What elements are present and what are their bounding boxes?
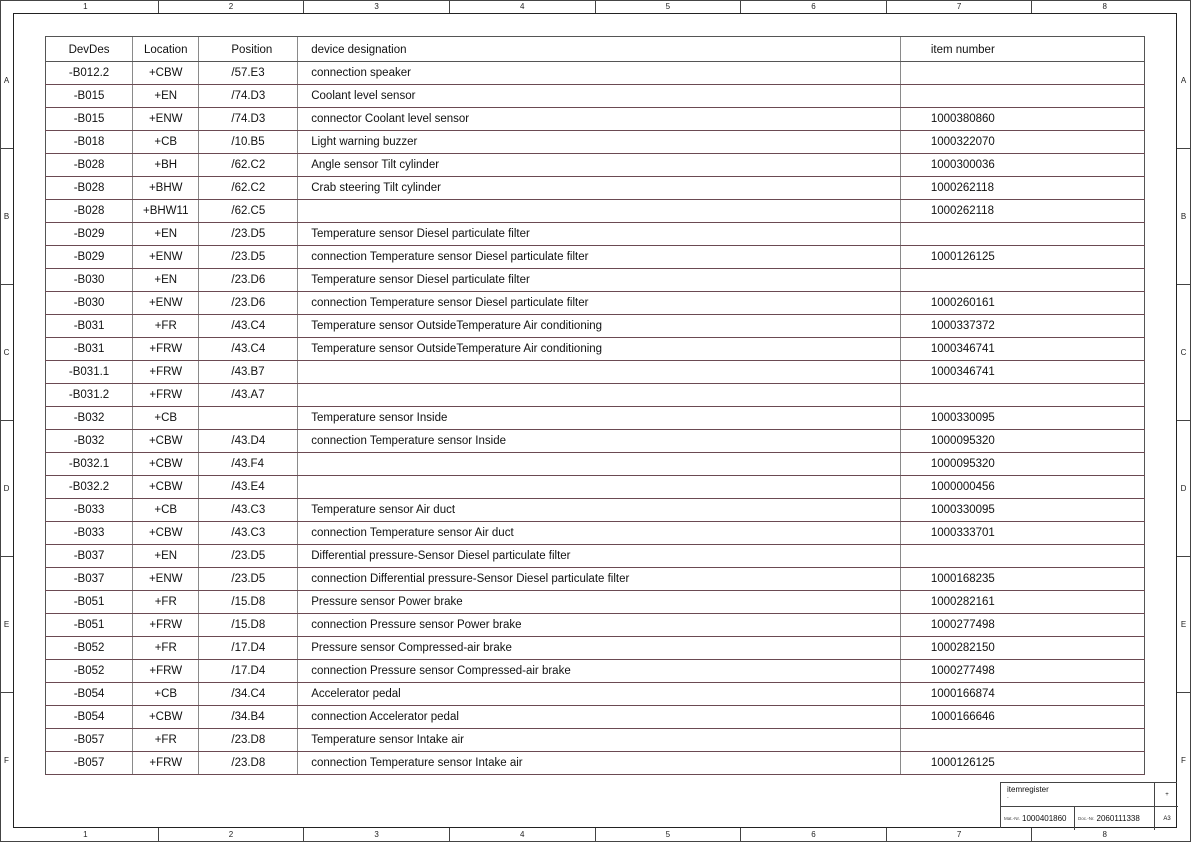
cell-device-designation: connection Temperature sensor Air duct — [298, 522, 901, 545]
cell-devdes: -B032.2 — [46, 476, 133, 499]
cell-location: +FRW — [133, 361, 199, 384]
cell-devdes: -B057 — [46, 752, 133, 775]
cell-position: /43.F4 — [199, 453, 298, 476]
grid-column-label: 1 — [83, 2, 88, 11]
cell-position: /10.B5 — [199, 131, 298, 154]
grid-row-label: A — [3, 76, 10, 85]
item-register-table — [45, 36, 1145, 775]
cell-position: /23.D5 — [199, 246, 298, 269]
grid-column-label: 6 — [740, 0, 886, 13]
cell-item-number: 1000262118 — [900, 200, 1144, 223]
cell-location: +FR — [133, 729, 199, 752]
table-row — [46, 384, 1145, 407]
cell-device-designation — [298, 476, 901, 499]
cell-device-designation: connection speaker — [298, 62, 901, 85]
title-block-sheet-mark: + — [1154, 783, 1179, 806]
cell-device-designation: connection Differential pressure-Sensor Diesel particulate filter — [298, 568, 901, 591]
cell-position: /62.C5 — [199, 200, 298, 223]
cell-location: +CBW — [133, 476, 199, 499]
cell-item-number: 1000277498 — [900, 614, 1144, 637]
cell-position: /43.E4 — [199, 476, 298, 499]
cell-position: /43.D4 — [199, 430, 298, 453]
grid-rows-right — [1177, 13, 1190, 828]
cell-devdes: -B032.1 — [46, 453, 133, 476]
cell-device-designation: connection Temperature sensor Intake air — [298, 752, 901, 775]
cell-position — [199, 407, 298, 430]
document-number-cell — [1074, 807, 1154, 830]
cell-devdes: -B031.1 — [46, 361, 133, 384]
cell-devdes: -B037 — [46, 568, 133, 591]
grid-columns-top — [13, 0, 1177, 13]
cell-item-number: 1000126125 — [900, 752, 1144, 775]
cell-item-number: 1000260161 — [900, 292, 1144, 315]
table-row — [46, 246, 1145, 269]
cell-location: +CBW — [133, 522, 199, 545]
cell-device-designation — [298, 453, 901, 476]
grid-column-label: 3 — [303, 828, 449, 841]
cell-location: +CB — [133, 683, 199, 706]
cell-devdes: -B030 — [46, 292, 133, 315]
cell-devdes: -B033 — [46, 499, 133, 522]
table-row — [46, 269, 1145, 292]
cell-position: /43.B7 — [199, 361, 298, 384]
grid-row-label: C — [1177, 284, 1190, 420]
cell-item-number — [900, 384, 1144, 407]
cell-location: +ENW — [133, 246, 199, 269]
cell-location: +FRW — [133, 338, 199, 361]
cell-devdes: -B054 — [46, 706, 133, 729]
cell-devdes: -B033 — [46, 522, 133, 545]
grid-row-label: D — [1177, 420, 1190, 556]
cell-position: /23.D5 — [199, 223, 298, 246]
cell-device-designation: Temperature sensor OutsideTemperature Air conditioning — [298, 338, 901, 361]
cell-item-number: 1000380860 — [900, 108, 1144, 131]
cell-device-designation: Temperature sensor OutsideTemperature Air conditioning — [298, 315, 901, 338]
cell-item-number: 1000095320 — [900, 453, 1144, 476]
cell-position: /15.D8 — [199, 614, 298, 637]
grid-row-label: E — [0, 556, 13, 692]
grid-column-label: 8 — [1031, 828, 1177, 841]
grid-row-label: A — [1180, 76, 1187, 85]
table-row — [46, 591, 1145, 614]
cell-location: +FR — [133, 315, 199, 338]
grid-column-label: 1 — [83, 830, 88, 839]
grid-column-label: 2 — [158, 0, 304, 13]
cell-location: +FR — [133, 591, 199, 614]
cell-location: +ENW — [133, 568, 199, 591]
cell-devdes: -B031 — [46, 315, 133, 338]
table-row — [46, 154, 1145, 177]
table-row — [46, 637, 1145, 660]
title-block-subtitle: - — [1007, 795, 1009, 801]
table-row — [46, 223, 1145, 246]
table-row — [46, 545, 1145, 568]
title-block-numbers — [1001, 806, 1178, 830]
cell-location: +CB — [133, 499, 199, 522]
cell-position: /43.C3 — [199, 522, 298, 545]
cell-device-designation: Temperature sensor Air duct — [298, 499, 901, 522]
grid-column-label: 6 — [740, 828, 886, 841]
grid-rows-left — [0, 13, 13, 828]
cell-location: +ENW — [133, 292, 199, 315]
table-row — [46, 614, 1145, 637]
table-row — [46, 453, 1145, 476]
cell-item-number: 1000333701 — [900, 522, 1144, 545]
cell-position: /17.D4 — [199, 660, 298, 683]
cell-location: +FRW — [133, 752, 199, 775]
header-device-designation: device designation — [298, 37, 901, 62]
cell-devdes: -B032 — [46, 407, 133, 430]
cell-location: +CB — [133, 131, 199, 154]
cell-item-number: 1000282161 — [900, 591, 1144, 614]
table-row — [46, 476, 1145, 499]
cell-position: /43.C4 — [199, 315, 298, 338]
cell-device-designation: connection Pressure sensor Power brake — [298, 614, 901, 637]
cell-position: /43.C3 — [199, 499, 298, 522]
cell-location: +CBW — [133, 62, 199, 85]
grid-row-label: F — [0, 692, 13, 828]
table-row — [46, 131, 1145, 154]
cell-position: /17.D4 — [199, 637, 298, 660]
cell-position: /74.D3 — [199, 85, 298, 108]
cell-item-number: 1000330095 — [900, 407, 1144, 430]
header-devdes: DevDes — [46, 37, 133, 62]
cell-position: /43.C4 — [199, 338, 298, 361]
cell-position: /62.C2 — [199, 154, 298, 177]
table-row — [46, 200, 1145, 223]
grid-column-label: 7 — [886, 0, 1032, 13]
grid-column-label: 4 — [449, 828, 595, 841]
cell-device-designation: Angle sensor Tilt cylinder — [298, 154, 901, 177]
header-location: Location — [133, 37, 199, 62]
cell-position: /23.D8 — [199, 752, 298, 775]
cell-location: +BHW11 — [133, 200, 199, 223]
cell-position: /23.D5 — [199, 568, 298, 591]
cell-devdes: -B054 — [46, 683, 133, 706]
cell-item-number: 1000262118 — [900, 177, 1144, 200]
cell-devdes: -B052 — [46, 637, 133, 660]
cell-location: +FRW — [133, 614, 199, 637]
cell-item-number: 1000282150 — [900, 637, 1144, 660]
cell-position: /23.D8 — [199, 729, 298, 752]
cell-devdes: -B057 — [46, 729, 133, 752]
grid-row-label: C — [0, 284, 13, 420]
paper-format: A3 — [1154, 807, 1179, 830]
cell-position: /23.D5 — [199, 545, 298, 568]
cell-device-designation: connection Temperature sensor Diesel particulate filter — [298, 246, 901, 269]
cell-item-number: 1000330095 — [900, 499, 1144, 522]
cell-position: /23.D6 — [199, 269, 298, 292]
document-number-label: Doc.-Nr. — [1078, 816, 1095, 821]
grid-row-label: B — [1177, 148, 1190, 284]
cell-location: +FR — [133, 637, 199, 660]
cell-device-designation: Temperature sensor Diesel particulate filter — [298, 269, 901, 292]
cell-location: +CBW — [133, 453, 199, 476]
cell-location: +FRW — [133, 384, 199, 407]
header-position: Position — [199, 37, 298, 62]
cell-device-designation: Crab steering Tilt cylinder — [298, 177, 901, 200]
title-block — [1000, 782, 1177, 828]
grid-column-label: 5 — [595, 0, 741, 13]
cell-item-number: 1000126125 — [900, 246, 1144, 269]
cell-item-number: 1000346741 — [900, 361, 1144, 384]
cell-position: /34.B4 — [199, 706, 298, 729]
cell-device-designation — [298, 200, 901, 223]
cell-devdes: -B052 — [46, 660, 133, 683]
table-row — [46, 568, 1145, 591]
table-row — [46, 108, 1145, 131]
cell-item-number: 1000322070 — [900, 131, 1144, 154]
grid-row-label: B — [0, 148, 13, 284]
cell-position: /23.D6 — [199, 292, 298, 315]
table-row — [46, 430, 1145, 453]
grid-row-label: F — [1177, 692, 1190, 828]
cell-item-number: 1000346741 — [900, 338, 1144, 361]
cell-position: /15.D8 — [199, 591, 298, 614]
cell-item-number — [900, 729, 1144, 752]
header-item-number: item number — [900, 37, 1144, 62]
table-row — [46, 729, 1145, 752]
table-header-row — [46, 37, 1145, 62]
cell-devdes: -B037 — [46, 545, 133, 568]
title-block-title: itemregister — [1007, 785, 1049, 794]
cell-device-designation: connection Temperature sensor Inside — [298, 430, 901, 453]
cell-location: +CBW — [133, 430, 199, 453]
grid-row-label: E — [1177, 556, 1190, 692]
cell-item-number — [900, 85, 1144, 108]
table-row — [46, 706, 1145, 729]
cell-device-designation: Temperature sensor Diesel particulate filter — [298, 223, 901, 246]
cell-devdes: -B018 — [46, 131, 133, 154]
cell-location: +ENW — [133, 108, 199, 131]
table-row — [46, 62, 1145, 85]
cell-device-designation: Pressure sensor Power brake — [298, 591, 901, 614]
cell-location: +CBW — [133, 706, 199, 729]
cell-device-designation: connection Accelerator pedal — [298, 706, 901, 729]
table-row — [46, 407, 1145, 430]
table-row — [46, 683, 1145, 706]
cell-device-designation: Differential pressure-Sensor Diesel particulate filter — [298, 545, 901, 568]
grid-column-label: 3 — [303, 0, 449, 13]
table-row — [46, 177, 1145, 200]
cell-position: /57.E3 — [199, 62, 298, 85]
cell-devdes: -B031.2 — [46, 384, 133, 407]
cell-location: +CB — [133, 407, 199, 430]
table-row — [46, 522, 1145, 545]
cell-device-designation: Pressure sensor Compressed-air brake — [298, 637, 901, 660]
cell-location: +EN — [133, 269, 199, 292]
cell-position: /74.D3 — [199, 108, 298, 131]
material-number: 1000401860 — [1022, 814, 1067, 823]
cell-device-designation: Accelerator pedal — [298, 683, 901, 706]
cell-location: +FRW — [133, 660, 199, 683]
cell-device-designation: connection Temperature sensor Diesel particulate filter — [298, 292, 901, 315]
document-number: 2060111338 — [1096, 814, 1140, 823]
cell-devdes: -B015 — [46, 108, 133, 131]
cell-device-designation — [298, 384, 901, 407]
cell-devdes: -B029 — [46, 246, 133, 269]
cell-device-designation: connection Pressure sensor Compressed-air brake — [298, 660, 901, 683]
cell-item-number — [900, 223, 1144, 246]
cell-devdes: -B031 — [46, 338, 133, 361]
table-row — [46, 292, 1145, 315]
grid-column-label: 7 — [886, 828, 1032, 841]
cell-location: +BHW — [133, 177, 199, 200]
table-row — [46, 660, 1145, 683]
cell-device-designation — [298, 361, 901, 384]
cell-item-number: 1000300036 — [900, 154, 1144, 177]
grid-column-label: 5 — [595, 828, 741, 841]
table-row — [46, 752, 1145, 775]
table-row — [46, 85, 1145, 108]
cell-location: +EN — [133, 85, 199, 108]
table-row — [46, 499, 1145, 522]
cell-item-number: 1000166874 — [900, 683, 1144, 706]
material-number-label: Mat.-Nr. — [1004, 816, 1021, 821]
cell-location: +EN — [133, 545, 199, 568]
cell-devdes: -B051 — [46, 614, 133, 637]
cell-devdes: -B028 — [46, 154, 133, 177]
table-row — [46, 361, 1145, 384]
cell-devdes: -B030 — [46, 269, 133, 292]
cell-location: +EN — [133, 223, 199, 246]
cell-item-number: 1000000456 — [900, 476, 1144, 499]
cell-devdes: -B015 — [46, 85, 133, 108]
cell-location: +BH — [133, 154, 199, 177]
cell-position: /34.C4 — [199, 683, 298, 706]
cell-devdes: -B029 — [46, 223, 133, 246]
cell-device-designation: Light warning buzzer — [298, 131, 901, 154]
table-row — [46, 315, 1145, 338]
cell-device-designation: Temperature sensor Intake air — [298, 729, 901, 752]
cell-item-number — [900, 545, 1144, 568]
cell-item-number: 1000277498 — [900, 660, 1144, 683]
table-body — [46, 62, 1145, 775]
cell-devdes: -B028 — [46, 200, 133, 223]
cell-item-number: 1000168235 — [900, 568, 1144, 591]
cell-position: /62.C2 — [199, 177, 298, 200]
cell-item-number: 1000095320 — [900, 430, 1144, 453]
cell-item-number: 1000166646 — [900, 706, 1144, 729]
cell-item-number — [900, 269, 1144, 292]
grid-column-label: 4 — [449, 0, 595, 13]
cell-device-designation: Coolant level sensor — [298, 85, 901, 108]
cell-devdes: -B012.2 — [46, 62, 133, 85]
grid-column-label: 2 — [158, 828, 304, 841]
grid-row-label: D — [0, 420, 13, 556]
cell-position: /43.A7 — [199, 384, 298, 407]
cell-devdes: -B028 — [46, 177, 133, 200]
cell-item-number — [900, 62, 1144, 85]
cell-devdes: -B032 — [46, 430, 133, 453]
cell-device-designation: Temperature sensor Inside — [298, 407, 901, 430]
grid-column-label: 8 — [1031, 0, 1177, 13]
material-number-cell — [1004, 807, 1074, 830]
cell-devdes: -B051 — [46, 591, 133, 614]
table-row — [46, 338, 1145, 361]
cell-device-designation: connector Coolant level sensor — [298, 108, 901, 131]
cell-item-number: 1000337372 — [900, 315, 1144, 338]
